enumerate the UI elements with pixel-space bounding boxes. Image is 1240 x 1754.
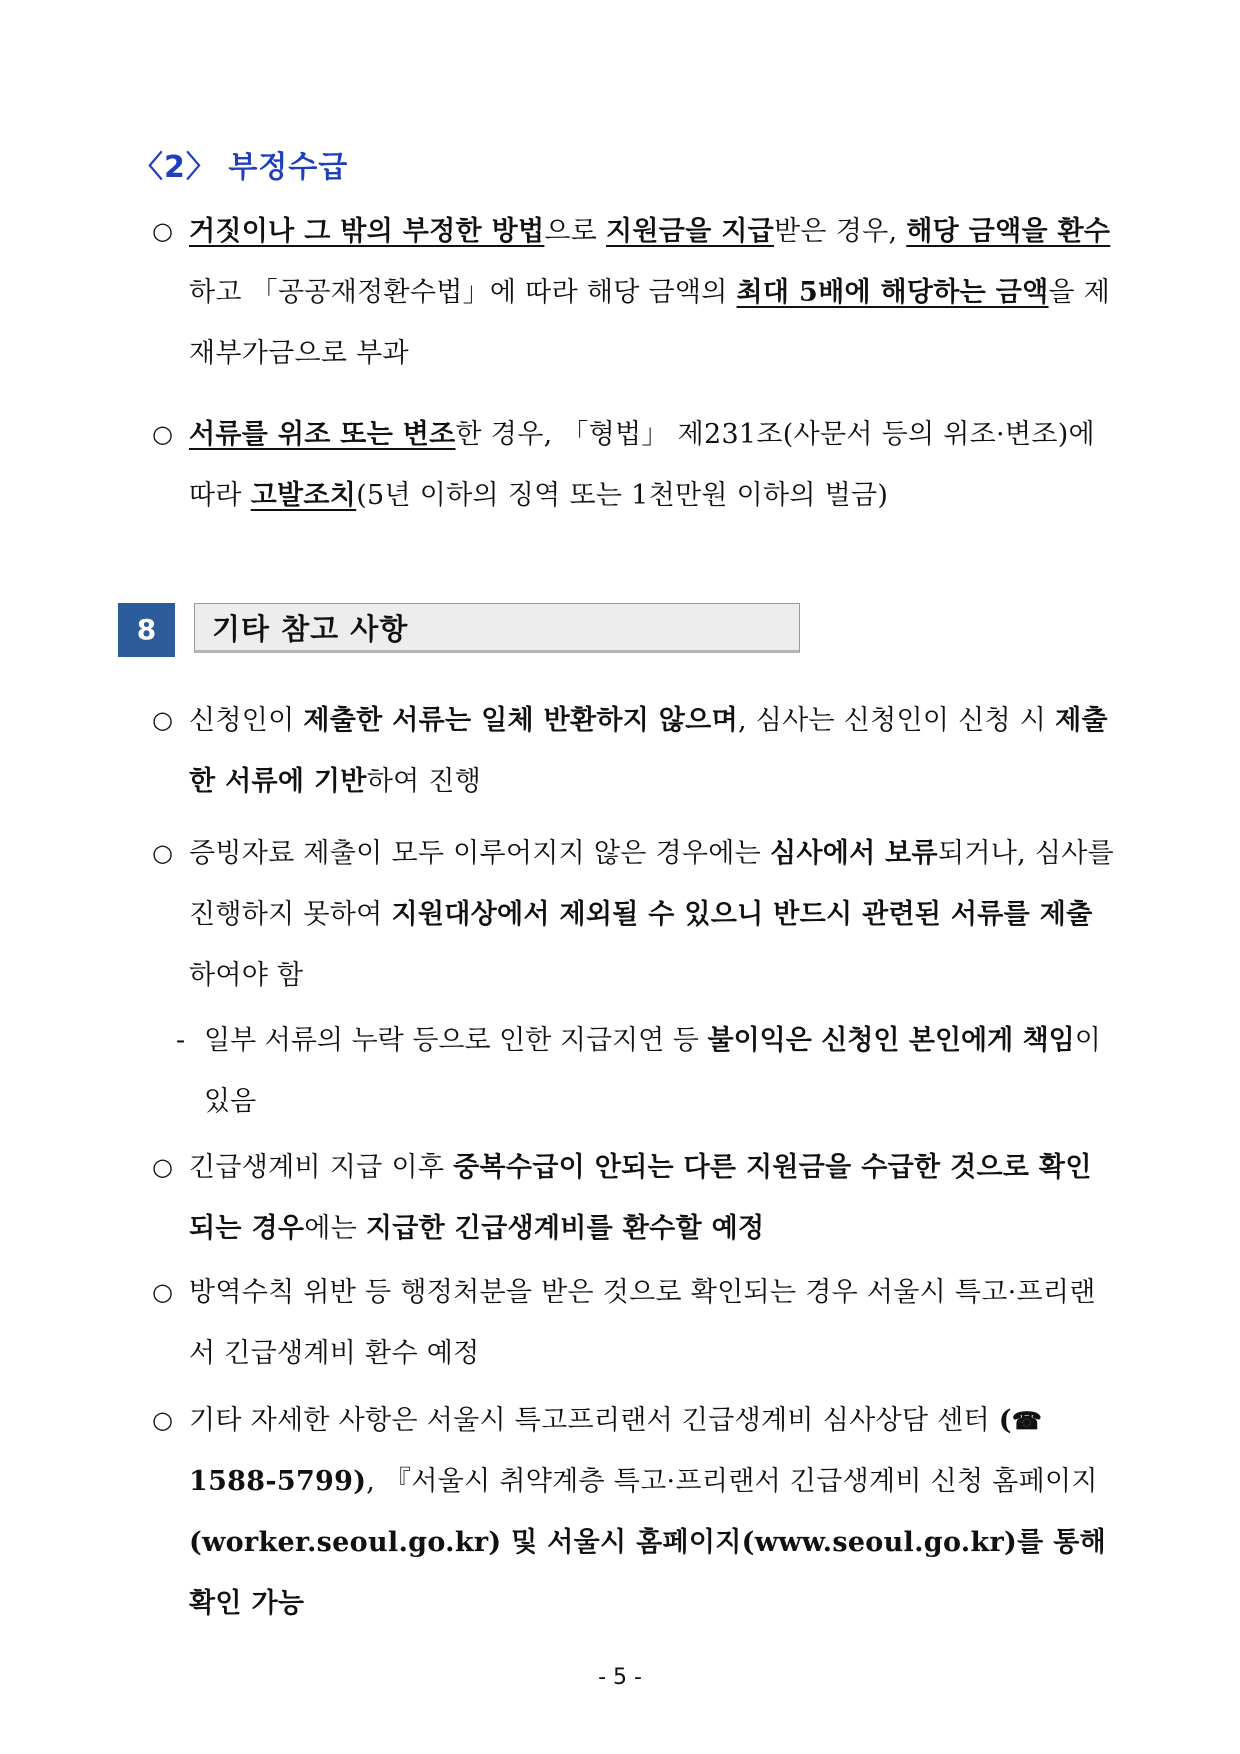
note-item-4-text: 방역수칙 위반 등 행정처분을 받은 것으로 확인되는 경우 서울시 특고·프리랜서 긴급생계비 환수 예정 bbox=[189, 1277, 1096, 1369]
bullet-mark: ○ bbox=[152, 1278, 174, 1306]
bullet-mark: ○ bbox=[152, 706, 174, 734]
fraud-item-1-emph-3: 해당 금액을 환수 bbox=[906, 216, 1111, 247]
note-item-3-text-3: 에는 bbox=[304, 1213, 366, 1244]
bullet-mark: ○ bbox=[152, 217, 174, 245]
note-sub-item bbox=[176, 1010, 1121, 1132]
section-header bbox=[118, 603, 804, 657]
note-item-5-text-1: 기타 자세한 사항은 서울시 특고프리랜서 긴급생계비 심사상담 센터 bbox=[189, 1405, 999, 1436]
fraud-item-1-emph-1: 거짓이나 그 밖의 부정한 방법 bbox=[189, 216, 545, 247]
dash-mark: - bbox=[176, 1025, 186, 1056]
note-item-3-emph-1: 중복수급이 안되는 다른 지원금을 수급한 것으로 확인되는 경우 bbox=[189, 1152, 1092, 1244]
note-item-4 bbox=[152, 1262, 1117, 1384]
sub-heading-fraud: 〈2〉 부정수급 bbox=[133, 150, 349, 185]
fraud-item-2-text-4: (5년 이하의 징역 또는 1천만원 이하의 벌금) bbox=[356, 480, 889, 511]
fraud-item-1-text-2: 으로 bbox=[544, 216, 607, 247]
bullet-mark: ○ bbox=[152, 1406, 174, 1434]
fraud-item-1-emph-4: 최대 5배에 해당하는 금액 bbox=[736, 277, 1049, 308]
note-item-3-text bbox=[189, 1137, 1117, 1259]
bullet-mark: ○ bbox=[152, 1153, 174, 1181]
note-item-1-emph-1: 제출한 서류는 일체 반환하지 않으며 bbox=[303, 705, 738, 736]
fraud-item-2 bbox=[152, 404, 1117, 526]
bullet-mark: ○ bbox=[152, 420, 174, 448]
note-item-2-text-1: 증빙자료 제출이 모두 이루어지지 않은 경우에는 bbox=[189, 838, 770, 869]
fraud-item-1-text-6: 하고 「공공재정환수법」에 따라 해당 금액의 bbox=[189, 277, 737, 308]
note-item-2-emph-1: 심사에서 보류 bbox=[769, 838, 938, 869]
note-item-5 bbox=[152, 1390, 1117, 1634]
note-item-5-emph-2: (worker.seoul.go.kr) 및 서울시 홈페이지(www.seoul.go.kr)를 통해 확인 가능 bbox=[189, 1527, 1106, 1619]
fraud-item-1-emph-2: 지원금을 지급 bbox=[606, 216, 775, 247]
note-item-3 bbox=[152, 1137, 1117, 1259]
note-item-1 bbox=[152, 690, 1117, 812]
note-item-1-text-3: , 심사는 신청인이 신청 시 bbox=[737, 705, 1056, 736]
note-sub-emph-1: 불이익은 신청인 본인에게 책임 bbox=[707, 1025, 1075, 1056]
note-item-1-emph-2: 제출한 서류에 기반 bbox=[189, 705, 1108, 797]
bullet-mark: ○ bbox=[152, 839, 174, 867]
fraud-item-1-text-4: 받은 경우, bbox=[774, 216, 907, 247]
note-item-3-emph-2: 지급한 긴급생계비를 환수할 예정 bbox=[365, 1213, 765, 1244]
note-item-2-text bbox=[189, 823, 1117, 1006]
note-item-5-text bbox=[189, 1390, 1117, 1634]
note-item-5-phone-number: 1588-5799) bbox=[189, 1466, 367, 1497]
fraud-item-2-text-2: 한 경우, 「형법」 제231조(사문서 등의 위조·변조)에 따라 bbox=[189, 419, 1095, 511]
fraud-item-2-emph-1: 서류를 위조 또는 변조 bbox=[189, 419, 456, 450]
fraud-item-1 bbox=[152, 201, 1117, 384]
section-number-badge: 8 bbox=[118, 603, 175, 657]
fraud-item-1-text-8: 을 제재부가금으로 부과 bbox=[189, 277, 1111, 369]
note-sub-text-1: 일부 서류의 누락 등으로 인한 지급지연 등 bbox=[204, 1025, 708, 1056]
note-item-2 bbox=[152, 823, 1117, 1006]
note-item-2-emph-2: 지원대상에서 제외될 수 있으니 반드시 관련된 서류를 제출 bbox=[391, 899, 1093, 930]
note-item-5-paren: ( bbox=[998, 1405, 1012, 1436]
note-item-1-text-5: 하여 진행 bbox=[366, 766, 482, 797]
note-item-2-text-3: 되거나, 심사를 진행하지 못하여 bbox=[189, 838, 1114, 930]
fraud-item-1-text bbox=[189, 201, 1117, 384]
note-sub-text-3: 이 있음 bbox=[204, 1025, 1101, 1117]
note-item-5-text-4: , 『서울시 취약계층 특고·프리랜서 긴급생계비 신청 홈페이지 bbox=[366, 1466, 1098, 1497]
note-item-2-text-5: 하여야 함 bbox=[189, 960, 304, 991]
note-item-1-text-1: 신청인이 bbox=[189, 705, 304, 736]
note-item-3-text-1: 긴급생계비 지급 이후 bbox=[189, 1152, 454, 1183]
section-title: 기타 참고 사항 bbox=[194, 603, 800, 653]
note-sub-item-text bbox=[204, 1010, 1121, 1132]
phone-icon: ☎ bbox=[1011, 1406, 1043, 1435]
note-item-1-text bbox=[189, 690, 1117, 812]
fraud-item-2-emph-2: 고발조치 bbox=[250, 480, 357, 511]
page-number: - 5 - bbox=[598, 1665, 642, 1690]
fraud-item-2-text bbox=[189, 404, 1117, 526]
